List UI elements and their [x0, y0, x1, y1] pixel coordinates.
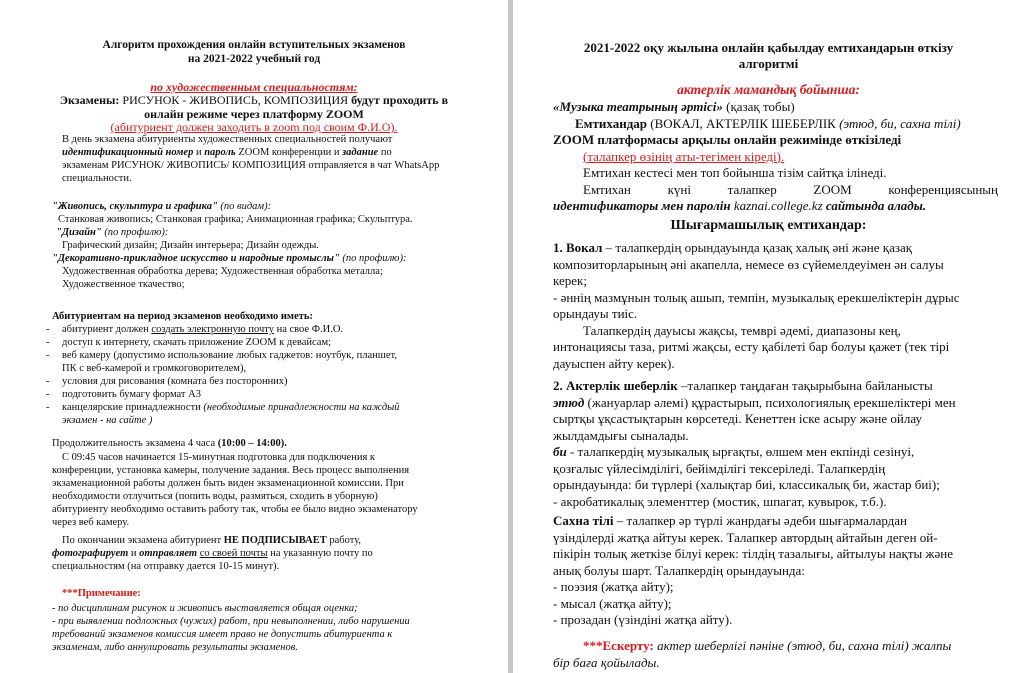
acting-title: 2. Актерлік шеберлік — [553, 378, 678, 393]
requirements-list — [0, 323, 508, 427]
zoom-line: ZOOM платформасы арқылы онлайн режимінде өткізіледі — [553, 132, 902, 147]
note-line4: экзаменам, либо аннулировать результаты экзаменов. — [52, 642, 298, 653]
p1-line3: экзаменам РИСУНОК/ ЖИВОПИСЬ/ КОМПОЗИЦИЯ отправляется в чат WhatsApp — [62, 160, 440, 171]
stage-line6: - мысал (жатқа айту); — [553, 595, 672, 611]
dance-word: би — [553, 444, 567, 459]
need1-a: абитуриент должен — [62, 324, 149, 335]
left-title — [0, 38, 508, 66]
p3-f: отправляет — [139, 548, 198, 559]
list-item: - условия для рисования (комната без посторонних) — [0, 375, 508, 388]
list-item — [0, 323, 508, 336]
stage-line4: анық болуы шарт. Талапкердің орындауында: — [553, 562, 805, 578]
stage-speech-title: Сахна тілі — [553, 513, 614, 528]
group2-title: "Дизайн" — [56, 227, 102, 238]
id-bold: идентификаторы мен паролін — [553, 198, 731, 213]
program-name: «Музыка театрының әртісі» — [553, 99, 723, 114]
exams-note: (абитуриент должен заходить в zoom под своим Ф.И.О). — [110, 120, 398, 134]
exams-detail-kz: (этюд, би, сахна тілі) — [839, 115, 961, 131]
group3-note: (по профилю): — [342, 253, 407, 264]
list-item — [0, 349, 508, 375]
p2-line4: необходимости отлучиться (попить воды, размяться, сходить в уборную) — [52, 491, 378, 502]
p2-line6: через веб камеру. — [52, 517, 130, 528]
group1-note: (по видам): — [220, 201, 272, 212]
stage-speech-section — [553, 513, 998, 629]
p1-on: по — [380, 147, 392, 158]
p3-e: и — [130, 548, 137, 559]
vocal-line6: Талапкердің дауысы жақсы, темврі әдемі, диапазоны кең, — [583, 322, 901, 338]
p1-password: пароль — [204, 147, 236, 158]
left-specialty: по художественным специальностям: — [150, 80, 358, 94]
left-paragraph-3 — [0, 534, 508, 573]
group1-items: Станковая живопись; Станковая графика; Анимационная графика; Скульптура. — [58, 214, 413, 225]
acting-line1: –талапкер таңдаған тақырыбына байланысты — [680, 378, 933, 393]
exams-label: Экзамены: — [59, 93, 120, 107]
left-paragraph-2 — [0, 451, 508, 529]
right-title-line2: алгоритмі — [738, 56, 799, 71]
site-name: kaznai.college.kz — [733, 198, 823, 213]
p2-line1: С 09:45 часов начинается 15-минутная подготовка для подключения к — [62, 452, 376, 463]
p2-line3: экзаменационной работы должен быть виден экзаменационной комиссии. При — [52, 478, 404, 489]
exams-label-kz: Емтихандар — [575, 115, 648, 131]
p3-b: НЕ ПОДПИСЫВАЕТ — [223, 535, 327, 546]
stage-line7: - прозадан (үзіндіні жатқа айту). — [553, 612, 733, 627]
left-title-line1: Алгоритм прохождения онлайн вступительных экзаменов — [102, 39, 406, 51]
exam-duration — [0, 437, 508, 450]
p3-c: работу, — [329, 535, 362, 546]
p3-a: По окончании экзамена абитуриент — [62, 535, 222, 546]
vocal-line5: орындауы тиіс. — [553, 306, 638, 321]
acting-section — [553, 378, 998, 510]
need3-a: веб камеру (допустимо использование любых гаджетов: ноутбук, планшет, — [62, 350, 397, 361]
note-title: ***Примечание: — [62, 588, 141, 599]
p1-line2 — [0, 146, 508, 159]
exams-line2: онлайн режиме через платформу ZOOM — [144, 106, 364, 121]
need6-a: канцелярские принадлежности — [62, 402, 201, 413]
left-document-page — [0, 0, 508, 673]
exams-list-kz: (ВОКАЛ, АКТЕРЛІК ШЕБЕРЛІК — [650, 115, 836, 131]
right-document-page — [513, 0, 1024, 673]
list-item — [0, 401, 508, 427]
p1-line4: специальности. — [62, 173, 132, 184]
vocal-line3: керек; — [553, 273, 587, 288]
left-paragraph-1 — [0, 133, 508, 185]
need6-c: экзамен - на сайте ) — [62, 415, 153, 426]
vocal-title: 1. Вокал — [553, 240, 603, 255]
note-line3: требований экзаменов комиссия имеет право не допустить абитуриента к — [52, 629, 393, 640]
p3-h: на указанную почту по — [270, 548, 373, 559]
group3-items-1: Художественная обработка дерева; Художественная обработка металла; — [62, 266, 383, 277]
note-line1: - по дисциплинам рисунок и живопись выставляется общая оценка; — [52, 603, 358, 614]
group1-title: "Живопись, скульптура и графика" — [52, 201, 218, 212]
requirements-title: Абитуриентам на период экзаменов необходимо иметь: — [52, 311, 313, 322]
p3-d: фотографирует — [52, 548, 129, 559]
right-title — [513, 40, 1024, 72]
schedule-line: Емтихан кестесі мен топ бойынша тізім сайтқа ілінеді. — [583, 165, 887, 180]
group2-items: Графический дизайн; Дизайн интерьера; Дизайн одежды. — [62, 240, 319, 251]
acting-line2: (жануарлар әлемі) құрастырып, психологиялық ерекшеліктері мен — [587, 394, 956, 410]
stage-line3: пікірін толық жеткізе білуі керек: тілдің тазалығы, айтылуы нақты және — [553, 546, 954, 561]
group3-items-2: Художественное ткачество; — [62, 279, 185, 290]
list-item: - подготовить бумагу формат А3 — [0, 388, 508, 401]
warning-line1: актер шеберлігі пәніне (этюд, би, сахна тілі) жалпы — [657, 638, 952, 653]
group2-note: (по профилю): — [104, 227, 169, 238]
p1-and: и — [195, 147, 202, 158]
left-exams-block — [0, 94, 508, 135]
dance-line1: - талапкердің музыкалық ырғақты, өлшем мен екпінді сезінуі, — [569, 444, 915, 459]
creative-exams-heading: Шығармашылық емтихандар: — [670, 218, 867, 233]
vocal-section — [553, 240, 998, 372]
id-line1: Емтихан күні талапкер ZOOM конференциясының — [583, 181, 998, 197]
p2-line2: конференции, установка камеры, получение задания. Весь процесс выполнения — [52, 465, 410, 476]
warning-title: ***Ескерту: — [583, 638, 654, 653]
need3-b: ПК с веб-камерой и громкоговорителем), — [62, 363, 247, 374]
vocal-line2: композиторларының әні акапелла, немесе өз сүйемелдеуімен ән салуы — [553, 256, 944, 272]
p2-line5: абитуриенту необходимо оставить работу так, чтобы ее было видно экзаменатору — [52, 504, 418, 515]
p3-i: специальностям (на отправку дается 10-15 минут). — [52, 561, 280, 572]
vocal-line7: интонациясы таза, ритмі жақсы, есту қабілеті бар болуы қажет (тек тірі — [553, 339, 950, 354]
need1-c: на свое Ф.И.О. — [276, 324, 344, 335]
vocal-line1: – талапкердің орындауында қазақ халық әні және қазақ — [605, 240, 913, 255]
stage-line1: – талапкер әр түрлі жанрдағы әдеби шығармалардан — [616, 513, 908, 528]
p1-id: идентификационный номер — [62, 147, 194, 158]
p1-zoom: ZOOM конференции и — [238, 147, 340, 158]
need1-b: создать электронную почту — [151, 324, 274, 335]
warning-line2: бір баға қойылады. — [553, 654, 660, 670]
id-tail: сайтында алады. — [825, 198, 926, 213]
duration-time: (10:00 – 14:00). — [217, 438, 287, 449]
dance-line4: - акробатикалық элементтер (мостик, шпагат, кувырок, т.б.). — [553, 493, 887, 509]
vocal-line4: - әннің мазмұнын толық ашып, темпін, музыкалық ерекшеліктерін дұрыс — [553, 289, 960, 305]
group3-title: "Декоративно-прикладное искусство и народные промыслы" — [52, 253, 340, 264]
p3-g: со своей почты — [199, 548, 268, 559]
right-specialty: актерлік мамандық бойынша: — [677, 82, 860, 97]
exams-text: РИСУНОК - ЖИВОПИСЬ, КОМПОЗИЦИЯ — [122, 93, 349, 107]
acting-line4: жылдамдығы сыналады. — [553, 427, 689, 443]
acting-line3: сыртқы ұқсастықтарын көрсетеді. Кенеттен іске асыру және ойлау — [553, 411, 922, 426]
stage-line2: үзінділерді жатқа айтуы керек. Талапкер автордың айтайын деген ой- — [553, 529, 938, 545]
left-notes — [0, 602, 508, 654]
exams-tail: будут проходить в — [351, 93, 449, 107]
stage-line5: - поэзия (жатқа айту); — [553, 579, 674, 594]
left-requirements — [0, 310, 508, 427]
vocal-line8: дауыспен айту керек). — [553, 355, 675, 371]
note-line2: - при выявлении подложных (чужих) работ, при невыполнении, либо нарушении — [52, 616, 410, 627]
need6-b: (необходимые принадлежности на каждый — [203, 402, 400, 413]
program-group: (қазақ тобы) — [726, 99, 795, 114]
left-title-line2: на 2021-2022 учебный год — [187, 53, 321, 65]
list-item: - доступ к интернету, скачать приложение ZOOM к девайсам; — [0, 336, 508, 349]
duration-text: Продолжительность экзамена 4 часа — [52, 438, 216, 449]
right-intro — [553, 99, 998, 215]
dance-line2: қозғалыс үйлесімділігі, бейімділігі тексеріледі. Талапкердің — [553, 460, 886, 476]
right-note: (талапкер өзінің аты-тегімен кіреді). — [583, 148, 785, 164]
etude-word: этюд — [553, 394, 585, 410]
p1-task: задание — [342, 147, 379, 158]
dance-line3: орындауында: би түрлері (халықтар биі, классикалық би, жастар биі); — [553, 477, 940, 492]
left-groups — [0, 200, 508, 291]
right-title-line1: 2021-2022 оқу жылына онлайн қабылдау емтихандарын өткізу — [583, 40, 954, 55]
warning-section — [553, 638, 998, 671]
p1-line1: В день экзамена абитуриенты художественных специальностей получают — [62, 134, 393, 145]
